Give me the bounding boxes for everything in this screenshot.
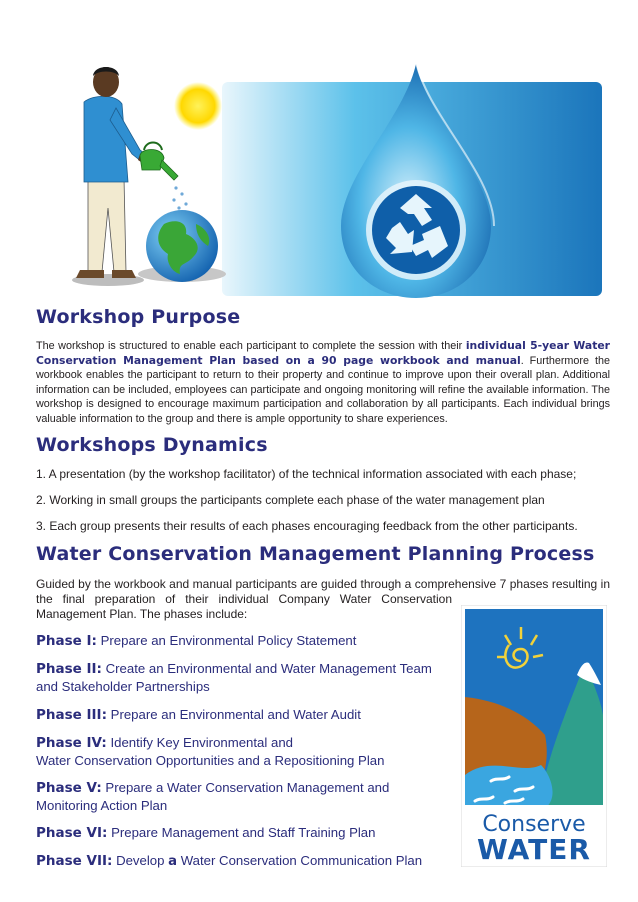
phase-label: Phase V: — [36, 780, 102, 796]
phase-label: Phase VI: — [36, 825, 108, 841]
process-intro-line: the final preparation of their individual Company Water Conservation — [36, 592, 452, 606]
phase-description: Create an Environmental and Water Management Team — [105, 661, 432, 676]
phase-label: Phase II: — [36, 661, 102, 677]
phase-description: Prepare Management and Staff Training Plan — [111, 825, 376, 840]
phase-item — [36, 706, 466, 724]
phase-description-cont: Monitoring Action Plan — [36, 798, 168, 813]
phase-item — [36, 824, 466, 842]
phase-label: Phase III: — [36, 707, 107, 723]
phase-description: Prepare a Water Conservation Management and — [105, 780, 390, 795]
water-drop-recycle-icon — [222, 62, 602, 298]
globe-icon — [138, 210, 226, 282]
purpose-text-2: . Furthermore the workbook enables the participant to return to their property and continue to improve upon their overall plan. Additional information can be included, employees can participate and ongoing monitoring will refine the available information. The workshop is designed to encourage maximum participation and collaboration by all participants. Each individual brings valuable information to the group and there is ample opportunity to share experiences. — [36, 354, 610, 425]
purpose-text-1: The workshop is structured to enable each participant to complete the session with their — [36, 340, 466, 352]
purpose-paragraph — [36, 339, 610, 427]
dynamics-item: 2. Working in small groups the participants complete each phase of the water management plan — [36, 493, 545, 507]
water-droplets — [172, 186, 187, 209]
process-intro-line: Guided by the workbook and manual participants are guided through a comprehensive 7 phases resulting in — [36, 577, 610, 591]
process-intro-line: Management Plan. The phases include: — [36, 607, 248, 621]
phase-description-cont: Water Conservation Opportunities and a Repositioning Plan — [36, 753, 385, 768]
phase-description: Identify Key Environmental and — [110, 735, 293, 750]
section-heading-process: Water Conservation Management Planning Process — [36, 543, 595, 565]
logo-word-water: WATER — [477, 833, 591, 866]
hero-illustration — [36, 58, 606, 303]
phase-description: Prepare an Environmental Policy Statement — [100, 633, 357, 648]
phase-item — [36, 779, 466, 815]
dynamics-item: 3. Each group presents their results of each phases encouraging feedback from the other participants. — [36, 519, 578, 533]
section-heading-purpose: Workshop Purpose — [36, 306, 241, 328]
phase-item — [36, 660, 466, 696]
phase-item — [36, 852, 466, 871]
phase-description: Develop — [116, 853, 169, 868]
conserve-water-logo — [461, 605, 607, 867]
purpose-text-bold: individual 5-year Water Conservation Management Plan based on a 90 page workbook and manual — [36, 339, 610, 367]
phase-description-rest: Water Conservation Communication Plan — [177, 853, 423, 868]
section-heading-dynamics: Workshops Dynamics — [36, 434, 268, 456]
dynamics-item: 1. A presentation (by the workshop facilitator) of the technical information associated with each phase; — [36, 467, 577, 481]
logo-word-conserve: Conserve — [482, 812, 586, 837]
phase-label: Phase IV: — [36, 735, 107, 751]
phase-item — [36, 734, 466, 770]
phase-description-bold: a — [168, 854, 178, 869]
phase-description-cont: and Stakeholder Partnerships — [36, 679, 210, 694]
phase-label: Phase VII: — [36, 853, 113, 869]
sun-icon — [174, 82, 222, 130]
phase-item — [36, 632, 466, 650]
phase-label: Phase I: — [36, 633, 97, 649]
phase-description: Prepare an Environmental and Water Audit — [110, 707, 361, 722]
